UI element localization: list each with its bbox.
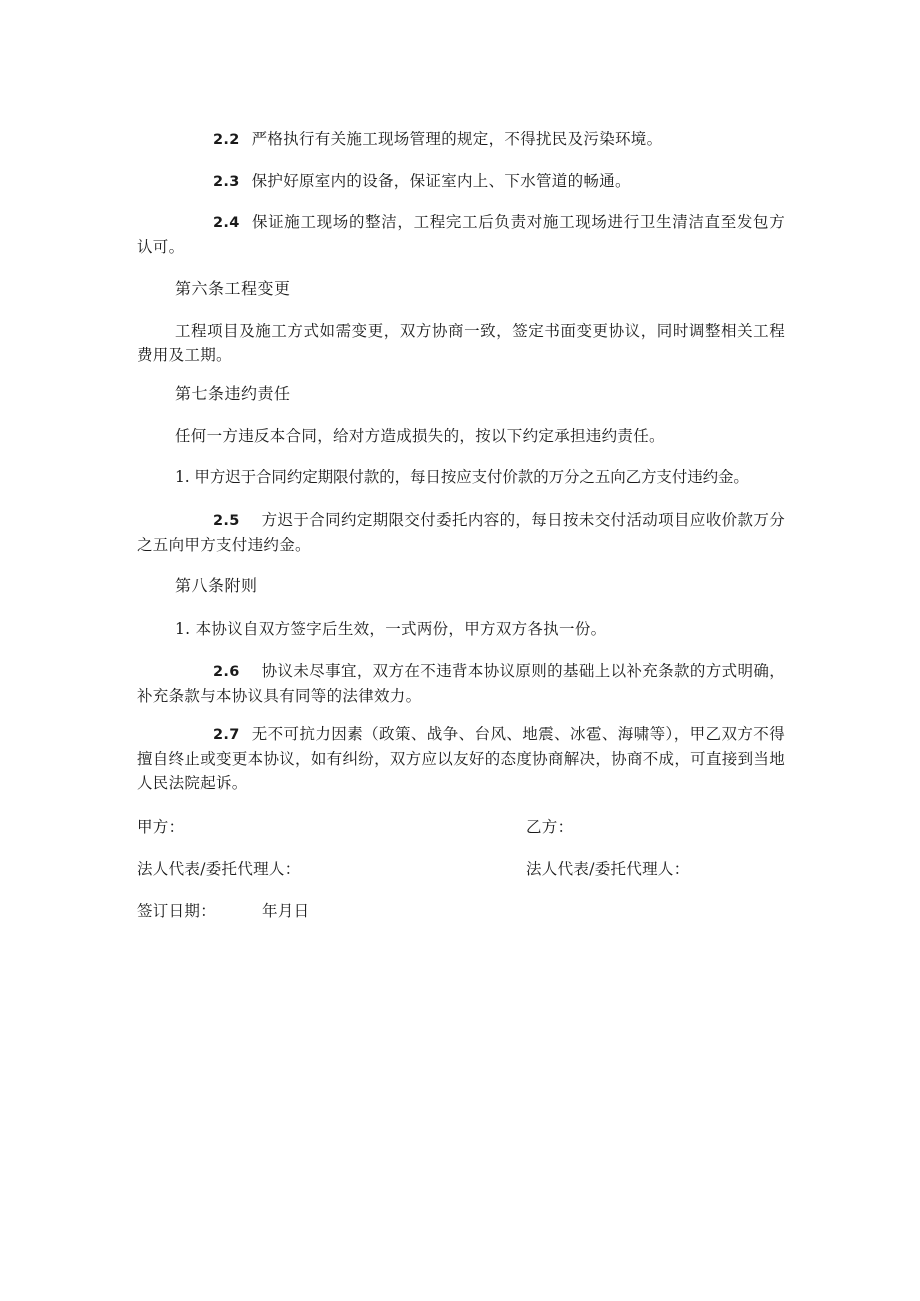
- signing-date-label: 签订日期：: [137, 902, 217, 920]
- party-b-representative-label: 法人代表/委托代理人：: [526, 860, 690, 878]
- clause-number: 2.3: [213, 174, 240, 190]
- article-7-title: 第七条违约责任: [175, 384, 291, 403]
- clause-2-7: [137, 722, 785, 795]
- article-8-item-1: 1. 本协议自双方签字后生效，一式两份，甲方双方各执一份。: [175, 620, 607, 638]
- clause-number: 2.6: [213, 664, 240, 680]
- clause-text: 严格执行有关施工现场管理的规定，不得扰民及污染环境。: [251, 130, 663, 148]
- clause-2-2: [137, 127, 785, 152]
- clause-text: 保护好原室内的设备，保证室内上、下水管道的畅通。: [251, 172, 631, 190]
- clause-text: 无不可抗力因素（政策、战争、台风、地震、冰雹、海啸等），甲乙双方不得擅自终止或变更本协议，如有纠纷，双方应以友好的态度协商解决，协商不成，可直接到当地人民法院起诉。: [137, 725, 785, 792]
- article-7-item-1: 1. 甲方迟于合同约定期限付款的，每日按应支付价款的万分之五向乙方支付违约金。: [175, 468, 749, 486]
- article-7-intro: 任何一方违反本合同，给对方造成损失的，按以下约定承担违约责任。: [175, 427, 665, 445]
- party-a-label: 甲方：: [137, 818, 185, 836]
- signing-date-value: 年月日: [262, 902, 310, 920]
- clause-text: 方迟于合同约定期限交付委托内容的，每日按未交付活动项目应收价款万分之五向甲方支付违约金。: [137, 511, 785, 554]
- signing-date-line: [137, 899, 309, 923]
- party-b-label: 乙方：: [526, 818, 574, 836]
- clause-2-3: [137, 169, 785, 194]
- clause-number: 2.2: [213, 132, 240, 148]
- clause-2-4: [137, 210, 785, 259]
- clause-2-5: [137, 508, 785, 557]
- clause-number: 2.7: [213, 727, 240, 743]
- article-6-body: 工程项目及施工方式如需变更，双方协商一致，签定书面变更协议，同时调整相关工程费用及工期。: [137, 322, 785, 364]
- clause-text: 保证施工现场的整洁，工程完工后负责对施工现场进行卫生清洁直至发包方认可。: [137, 213, 785, 256]
- article-8-title: 第八条附则: [175, 576, 258, 595]
- clause-number: 2.5: [213, 513, 240, 529]
- clause-number: 2.4: [213, 215, 240, 231]
- clause-text: 协议未尽事宜，双方在不违背本协议原则的基础上以补充条款的方式明确，补充条款与本协议具有同等的法律效力。: [137, 662, 785, 705]
- party-a-representative-label: 法人代表/委托代理人：: [137, 860, 301, 878]
- article-6-title: 第六条工程变更: [175, 279, 291, 298]
- clause-2-6: [137, 659, 785, 708]
